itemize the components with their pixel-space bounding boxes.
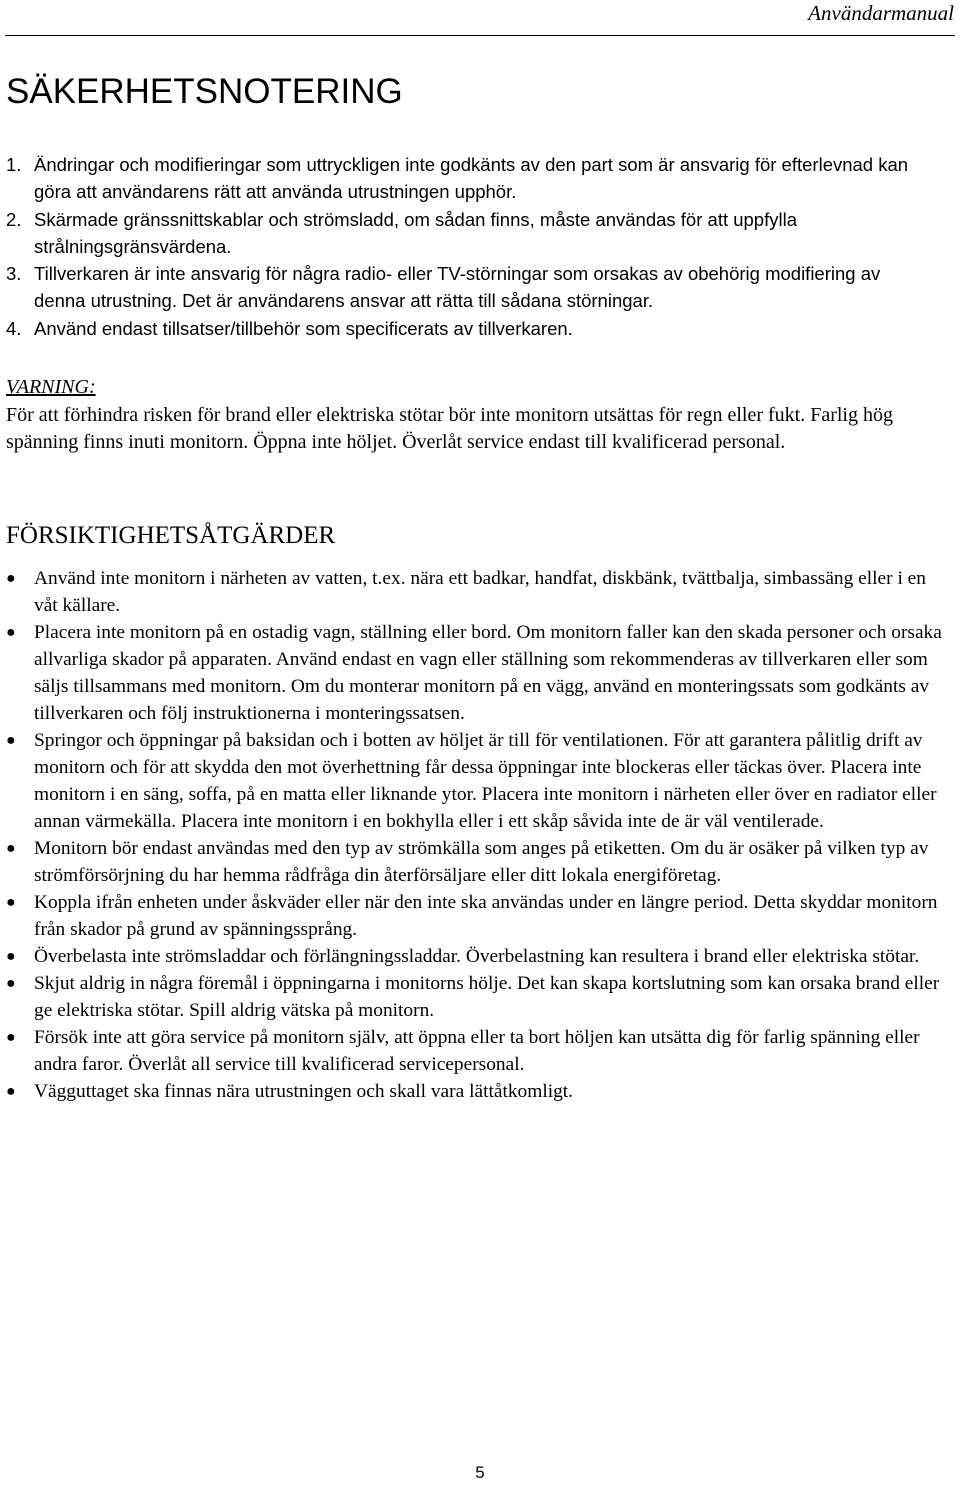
precautions-title: FÖRSIKTIGHETSÅTGÄRDER: [6, 522, 336, 549]
precaution-item: [0, 619, 960, 727]
page-title: SÄKERHETSNOTERING: [6, 72, 403, 111]
bullet-icon: ●: [6, 1083, 16, 1100]
bullet-icon: ●: [6, 624, 16, 641]
precaution-item: [0, 970, 960, 1024]
note-text: Tillverkaren är inte ansvarig för några radio- eller TV-störningar som orsakas av obehörig modifiering av denna utrustning. Det är användarens ansvar att rätta till sådana störningar.: [34, 263, 881, 312]
safety-note-item: [0, 260, 960, 315]
precaution-item: [0, 565, 960, 619]
precaution-text: Placera inte monitorn på en ostadig vagn, ställning eller bord. Om monitorn faller kan den skada personer och orsaka allvarliga skador på apparaten. Använd endast en vagn eller ställning som rekommenderas av tillverkaren eller som säljs tillsammans med monitorn. Om du monterar monitorn på en vägg, använd en monteringssats som godkänts av tillverkaren och följ instruktionerna i monteringssatsen.: [34, 622, 942, 724]
note-text: Ändringar och modifieringar som uttryckligen inte godkänts av den part som är ansvarig för efterlevnad kan göra att användarens rätt att använda utrustningen upphör.: [34, 154, 909, 203]
precaution-item: [0, 1024, 960, 1078]
safety-notes-list: [0, 151, 960, 342]
warning-text: För att förhindra risken för brand eller elektriska stötar bör inte monitorn utsättas för regn eller fukt. Farlig hög spänning finns inuti monitorn. Öppna inte höljet. Överlåt service endast till kvalificerad personal.: [6, 403, 893, 453]
precaution-text: Springor och öppningar på baksidan och i botten av höljet är till för ventilationen. För att garantera pålitlig drift av monitorn och för att skydda den mot överhettning får dessa öppningar inte blockeras eller täckas över. Placera inte monitorn i en säng, soffa, på en matta eller liknande ytor. Placera inte monitorn i närheten eller över en radiator eller annan värmekälla. Placera inte monitorn i en bokhylla eller i ett skåp såvida inte de är väl ventilerade.: [34, 730, 937, 832]
precaution-item: [0, 727, 960, 835]
precaution-text: Koppla ifrån enheten under åskväder eller när den inte ska användas under en längre period. Detta skyddar monitorn från skador på grund av spänningssprång.: [34, 892, 938, 940]
note-text: Använd endast tillsatser/tillbehör som specificerats av tillverkaren.: [34, 317, 573, 339]
manual-header-title: Användarmanual: [808, 1, 954, 25]
bullet-icon: ●: [6, 732, 16, 749]
safety-note-item: [0, 315, 960, 342]
page-number: 5: [475, 1463, 485, 1482]
bullet-icon: ●: [6, 948, 16, 965]
warning-block: [6, 374, 946, 457]
bullet-icon: ●: [6, 570, 16, 587]
precaution-text: Vägguttaget ska finnas nära utrustningen och skall vara lättåtkomligt.: [34, 1081, 574, 1102]
safety-note-item: [0, 151, 960, 206]
note-number: 3.: [6, 263, 22, 285]
note-text: Skärmade gränssnittskablar och strömsladd, om sådan finns, måste användas för att uppfylla strålningsgränsvärdena.: [34, 208, 797, 257]
precaution-item: [0, 1078, 960, 1105]
note-number: 4.: [6, 317, 22, 339]
precautions-list: [0, 565, 960, 1105]
precaution-text: Skjut aldrig in några föremål i öppningarna i monitorns hölje. Det kan skapa kortslutning som kan orsaka brand eller ge elektriska stötar. Spill aldrig vätska på monitorn.: [34, 973, 940, 1021]
safety-note-item: [0, 206, 960, 261]
note-number: 1.: [6, 154, 22, 175]
note-number: 2.: [6, 208, 22, 230]
bullet-icon: ●: [6, 840, 16, 857]
precaution-item: [0, 943, 960, 970]
precaution-item: [0, 835, 960, 889]
bullet-icon: ●: [6, 1029, 16, 1046]
bullet-icon: ●: [6, 975, 16, 992]
precaution-text: Försök inte att göra service på monitorn själv, att öppna eller ta bort höljen kan utsätta dig för farlig spänning eller andra faror. Överlåt all service till kvalificerad servicepersonal.: [34, 1027, 920, 1075]
precaution-text: Använd inte monitorn i närheten av vatten, t.ex. nära ett badkar, handfat, diskbänk, tvättbalja, simbassäng eller i en våt källare.: [34, 568, 926, 616]
bullet-icon: ●: [6, 894, 16, 911]
header-divider: [5, 35, 955, 36]
precaution-item: [0, 889, 960, 943]
precaution-text: Monitorn bör endast användas med den typ av strömkälla som anges på etiketten. Om du är osäker på vilken typ av strömförsörjning du har hemma rådfråga din återförsäljare eller ditt lokala energiföretag.: [34, 838, 929, 886]
precaution-text: Överbelasta inte strömsladdar och förlängningssladdar. Överbelastning kan resultera i brand eller elektriska stötar.: [34, 946, 920, 967]
warning-label: VARNING:: [6, 376, 96, 398]
